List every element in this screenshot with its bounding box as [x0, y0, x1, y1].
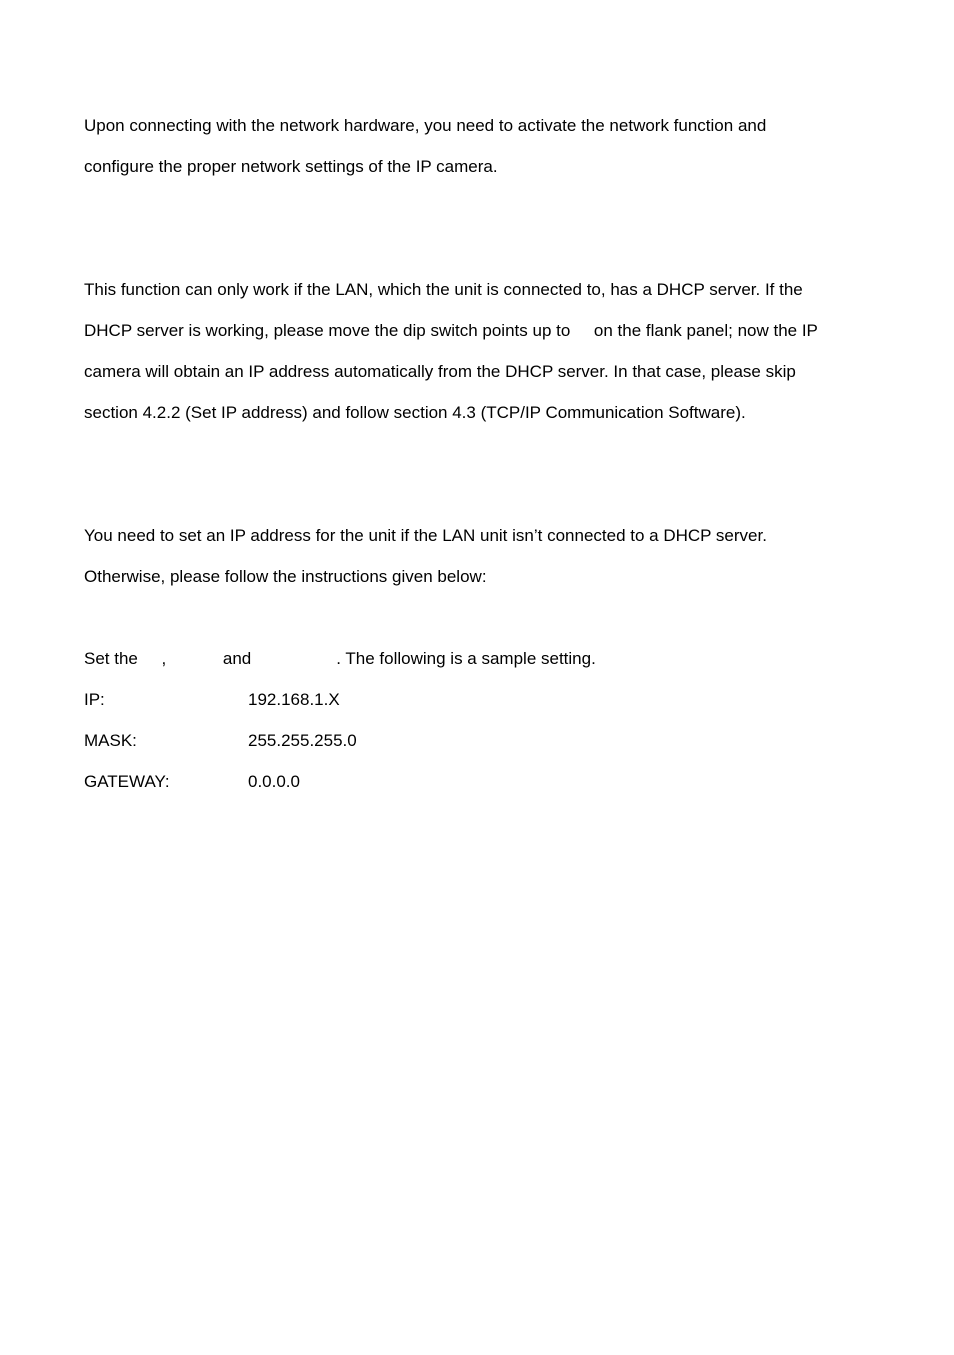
- dhcp-line-2: DHCP server is working, please move the dip switch points up to on the flank panel; now the IP: [84, 321, 818, 340]
- dhcp-line-4: section 4.2.2 (Set IP address) and follow section 4.3 (TCP/IP Communication Software).: [84, 403, 746, 422]
- gateway-label: GATEWAY:: [84, 772, 170, 791]
- intro-line-2: configure the proper network settings of the IP camera.: [84, 157, 498, 176]
- ip-label: IP:: [84, 690, 105, 709]
- dhcp-line-3: camera will obtain an IP address automatically from the DHCP server. In that case, please skip: [84, 362, 796, 381]
- dhcp-line-1: This function can only work if the LAN, which the unit is connected to, has a DHCP server. If the: [84, 280, 803, 299]
- intro-line-1: Upon connecting with the network hardware, you need to activate the network function and: [84, 116, 767, 135]
- mask-value: 255.255.255.0: [248, 731, 357, 750]
- mask-label: MASK:: [84, 731, 137, 750]
- gateway-value: 0.0.0.0: [248, 772, 300, 791]
- sample-intro: Set the , and . The following is a sample setting.: [84, 649, 596, 668]
- set-ip-line-2: Otherwise, please follow the instructions given below:: [84, 567, 487, 586]
- ip-value: 192.168.1.X: [248, 690, 340, 709]
- set-ip-line-1: You need to set an IP address for the unit if the LAN unit isn’t connected to a DHCP server.: [84, 526, 767, 545]
